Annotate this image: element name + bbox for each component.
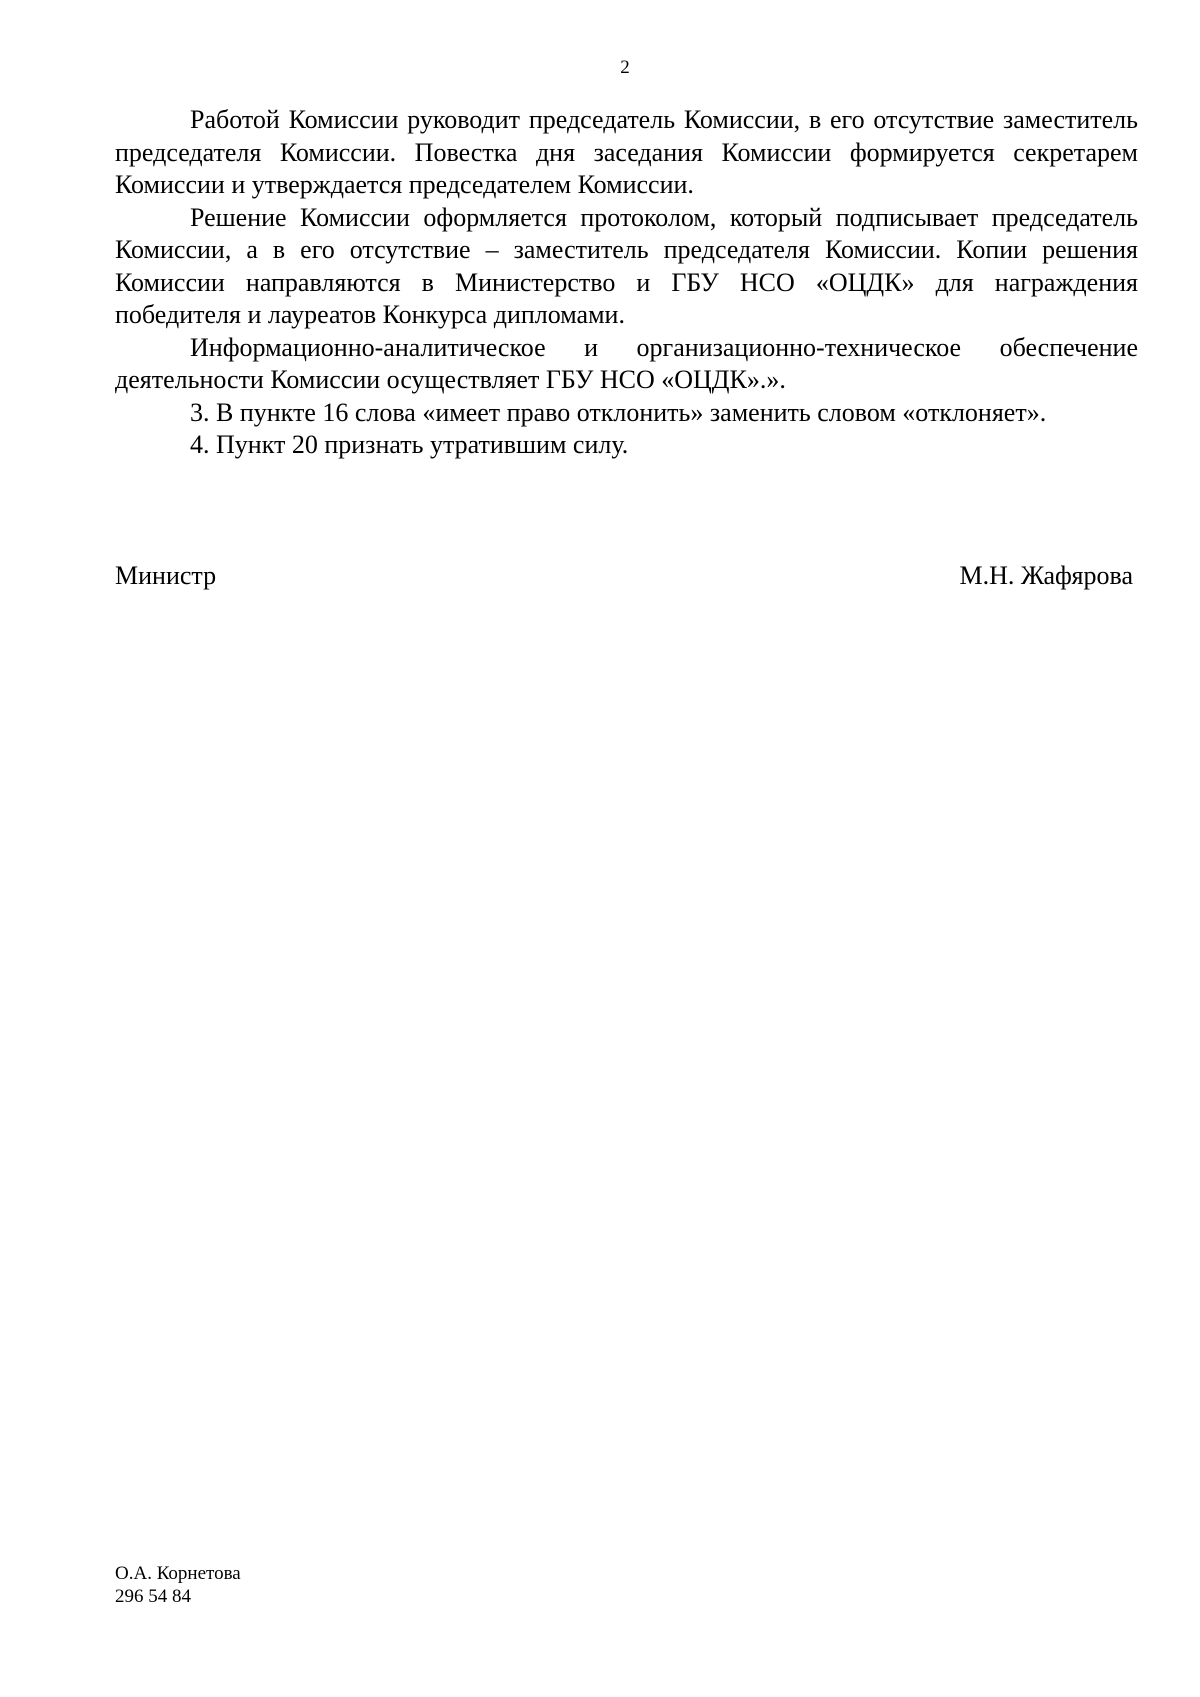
- document-body: [115, 104, 1138, 462]
- executor-name: О.А. Корнетова: [115, 1563, 241, 1584]
- executor-phone: 296 54 84: [115, 1586, 191, 1607]
- paragraph-commission-leadership: Работой Комиссии руководит председатель Комиссии, в его отсутствие заместитель председателя Комиссии. Повестка дня заседания Комиссии формируется секретарем Комиссии и утверждается председателем Комиссии.: [115, 105, 1138, 199]
- paragraph-item-4: 4. Пункт 20 признать утратившим силу.: [190, 430, 629, 459]
- paragraph-commission-support: Информационно-аналитическое и организационно-техническое обеспечение деятельности Комиссии осуществляет ГБУ НСО «ОЦДК».».: [115, 332, 1138, 394]
- paragraph-commission-decision: Решение Комиссии оформляется протоколом, который подписывает председатель Комиссии, а в его отсутствие – заместитель председателя Комиссии. Копии решения Комиссии направляются в Министерство и ГБУ НСО «ОЦДК» для награждения победителя и лауреатов Конкурса дипломами.: [115, 202, 1138, 329]
- page-number: 2: [620, 57, 630, 78]
- paragraph-item-3: 3. В пункте 16 слова «имеет право отклонить» заменить словом «отклоняет».: [190, 397, 1047, 427]
- executor-info: [115, 1562, 241, 1608]
- signatory-title: Министр: [115, 561, 217, 590]
- signatory-name: М.Н. Жафярова: [959, 561, 1133, 590]
